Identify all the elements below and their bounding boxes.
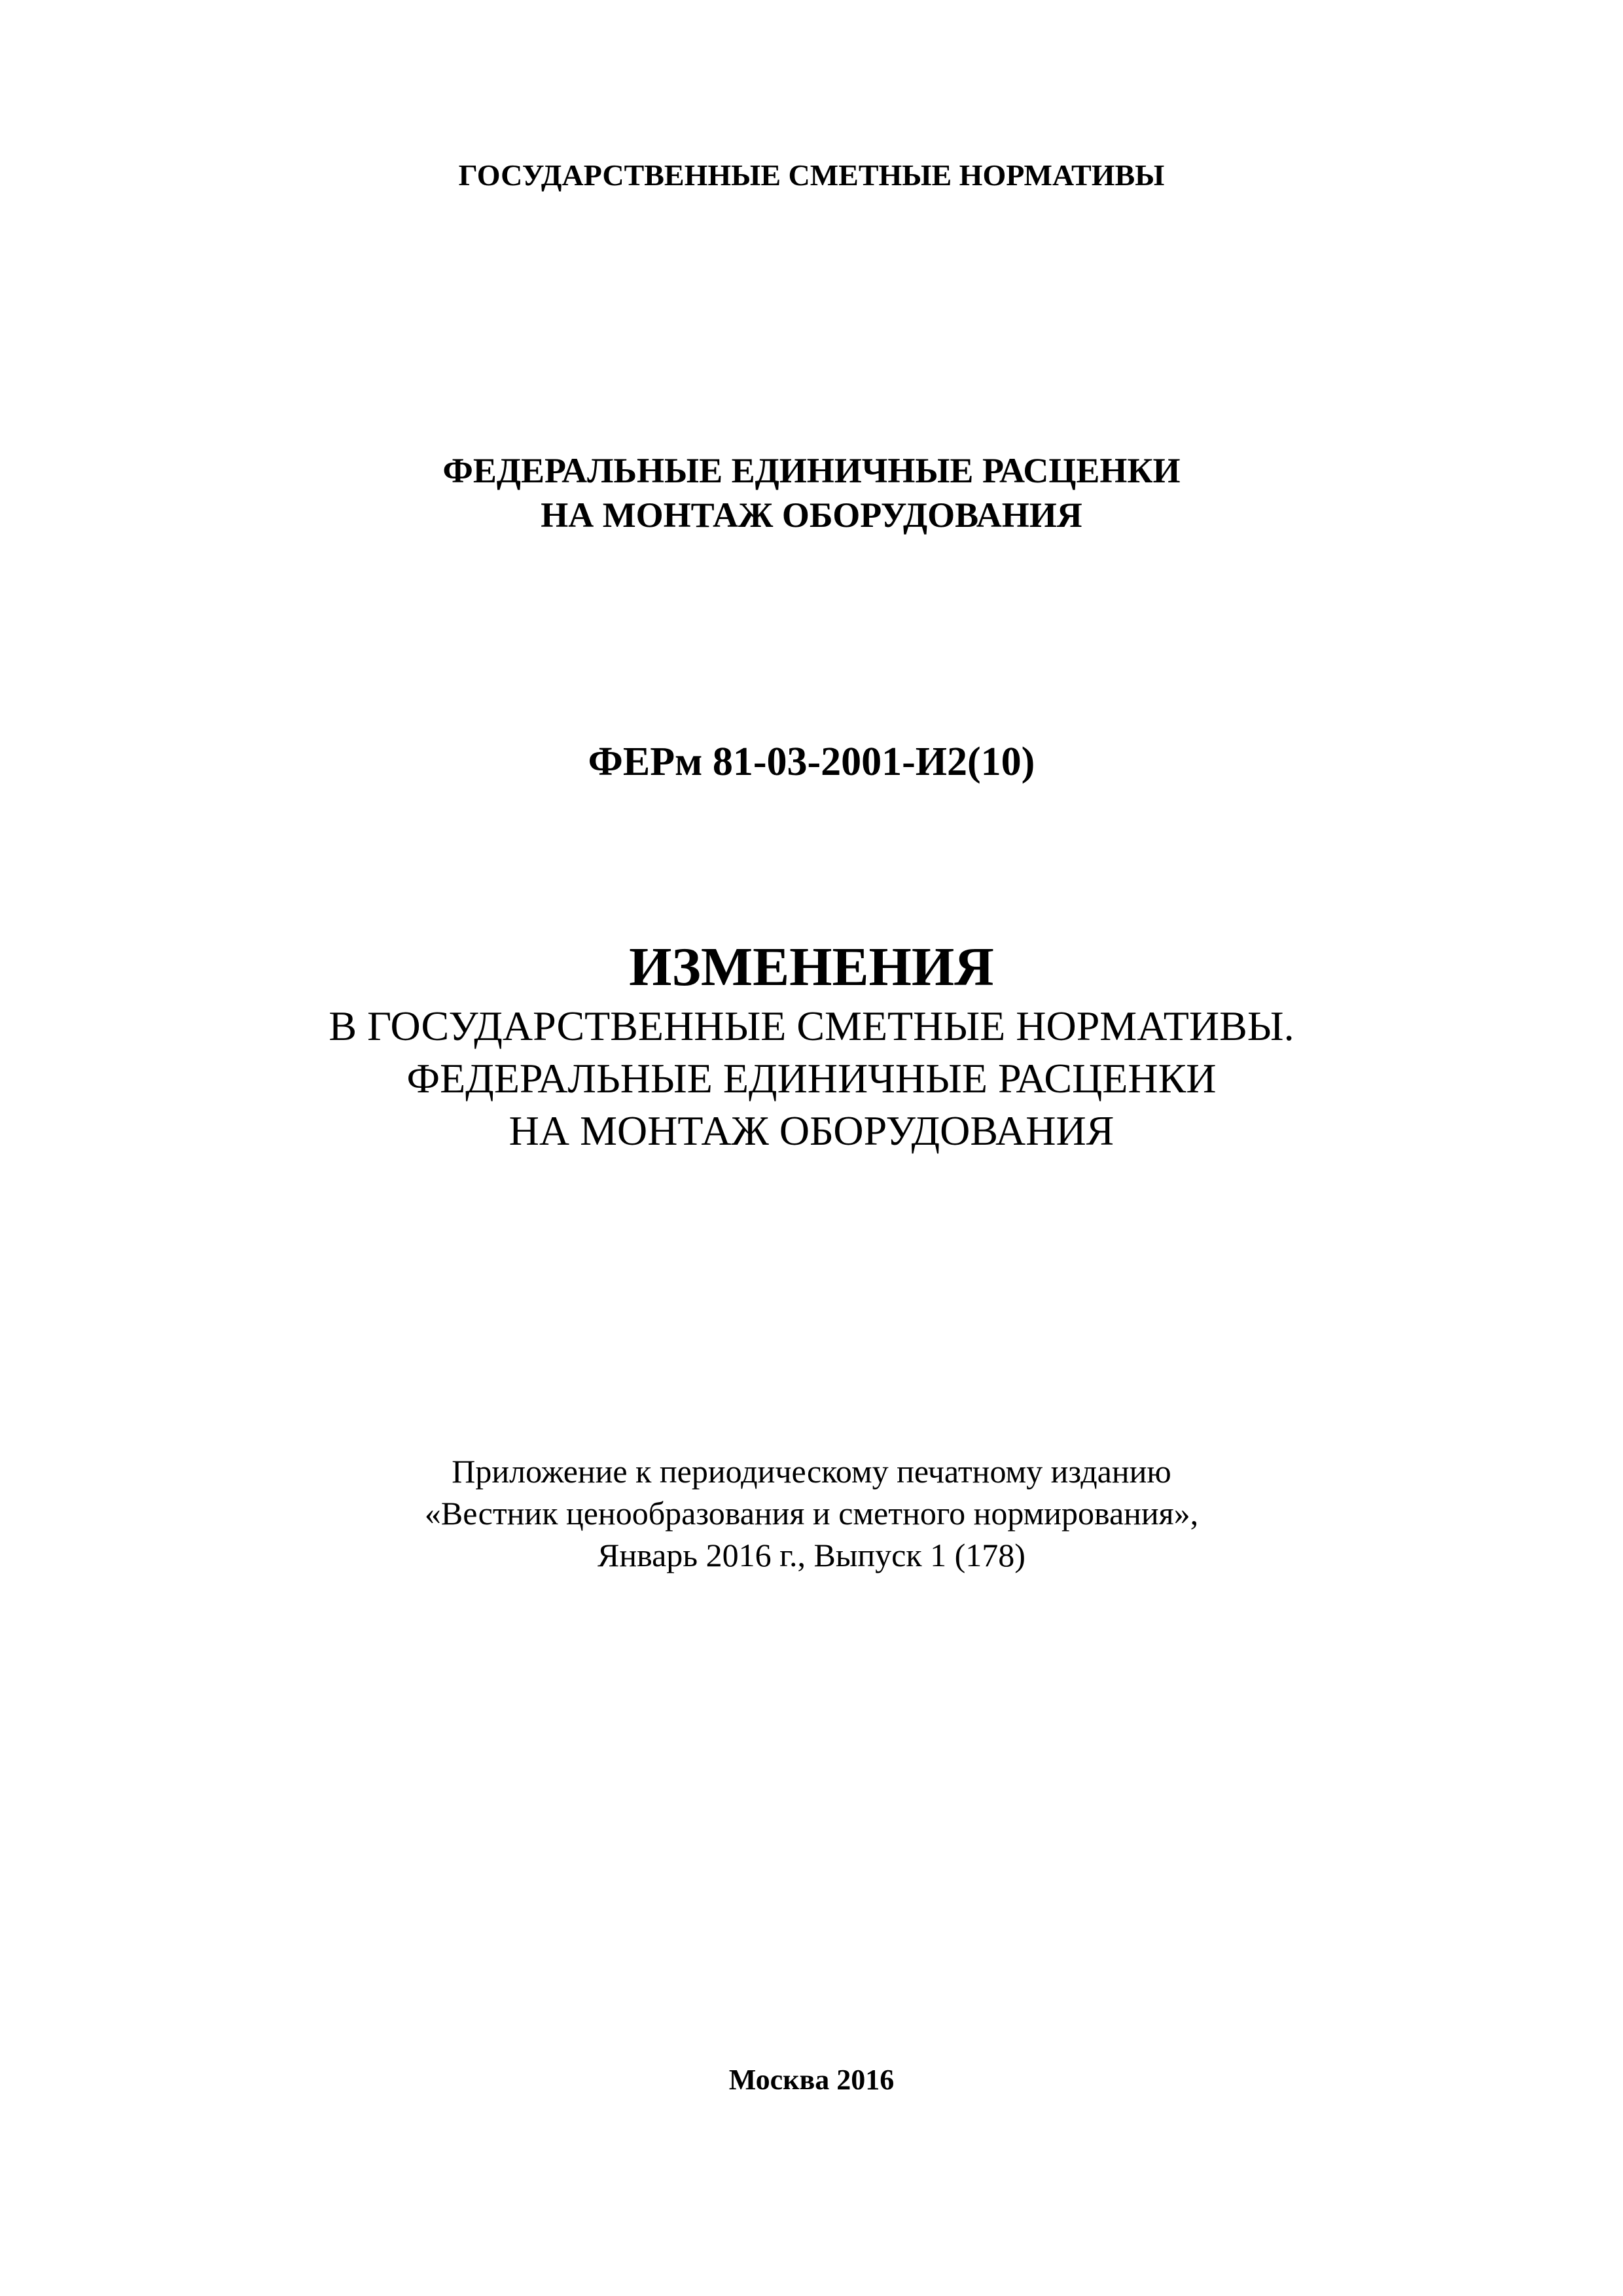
footer-city-year: Москва 2016 xyxy=(728,2064,895,2096)
appendix-line-3: Январь 2016 г., Выпуск 1 (178) xyxy=(597,1537,1026,1573)
title-line-1: ФЕДЕРАЛЬНЫЕ ЕДИНИЧНЫЕ РАСЦЕНКИ xyxy=(442,451,1181,490)
appendix-line-1: Приложение к периодическому печатному изданию xyxy=(452,1453,1171,1490)
changes-line-2: ФЕДЕРАЛЬНЫЕ ЕДИНИЧНЫЕ РАСЦЕНКИ xyxy=(406,1055,1217,1102)
title-line-2: НА МОНТАЖ ОБОРУДОВАНИЯ xyxy=(541,495,1082,535)
changes-line-1: В ГОСУДАРСТВЕННЫЕ СМЕТНЫЕ НОРМАТИВЫ. xyxy=(329,1003,1294,1049)
changes-line-3: НА МОНТАЖ ОБОРУДОВАНИЯ xyxy=(508,1107,1115,1154)
top-heading: ГОСУДАРСТВЕННЫЕ СМЕТНЫЕ НОРМАТИВЫ xyxy=(458,158,1165,192)
document-code: ФЕРм 81-03-2001-И2(10) xyxy=(588,740,1035,784)
appendix-line-2: «Вестник ценообразования и сметного нормирования», xyxy=(424,1495,1199,1532)
changes-heading: ИЗМЕНЕНИЯ xyxy=(629,937,994,997)
